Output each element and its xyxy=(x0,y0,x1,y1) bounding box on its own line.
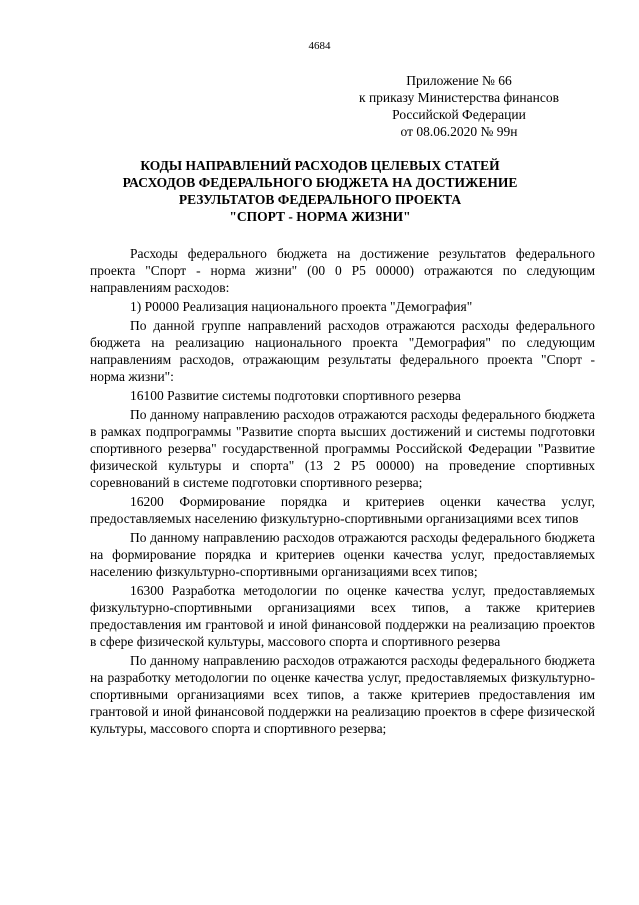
paragraph-16100-description: По данному направлению расходов отражаются расходы федерального бюджета в рамках подпрограммы "Развитие спорта высших достижений и системы подготовки спортивного резерва" государственной программы Российской Федерации "Развитие физической культуры и спорта" (13 2 P5 00000) на проведение спортивных соревнований в системе подготовки спортивного резерва; xyxy=(90,407,595,490)
paragraph-16300-description: По данному направлению расходов отражаются расходы федерального бюджета на разработку методологии по оценке качества услуг, предоставляемых физкультурно-спортивными организациями всех типов, а также критериев предоставления им грантовой и иной финансовой поддержки на реализацию проектов в сфере физической культуры, массового спорта и спортивного резерва; xyxy=(90,653,595,736)
appendix-line: Российской Федерации xyxy=(392,107,526,122)
page-number: 4684 xyxy=(308,40,331,52)
appendix-line: от 08.06.2020 № 99н xyxy=(400,124,518,139)
paragraph-intro: Расходы федерального бюджета на достижение результатов федерального проекта "Спорт - норма жизни" (00 0 P5 00000) отражаются по следующим направлениям расходов: xyxy=(90,246,595,295)
paragraph-16300-heading: 16300 Разработка методологии по оценке качества услуг, предоставляемых физкультурно-спортивными организациями всех типов, а также критериев предоставления им грантовой и иной финансовой поддержки на реализацию проектов в сфере физической культуры, массового спорта и спортивного резерва xyxy=(90,583,595,649)
document-body xyxy=(90,245,595,739)
appendix-line: к приказу Министерства финансов xyxy=(359,90,559,105)
appendix-reference xyxy=(330,72,588,140)
paragraph-16200-heading: 16200 Формирование порядка и критериев оценки качества услуг, предоставляемых населению физкультурно-спортивными организациями всех типов xyxy=(90,494,595,526)
paragraph-16100-heading: 16100 Развитие системы подготовки спортивного резерва xyxy=(130,388,461,403)
title-line: РЕЗУЛЬТАТОВ ФЕДЕРАЛЬНОГО ПРОЕКТА xyxy=(178,192,462,207)
title-line: "СПОРТ - НОРМА ЖИЗНИ" xyxy=(229,209,411,224)
document-title xyxy=(95,157,545,225)
paragraph-p0000-description: По данной группе направлений расходов отражаются расходы федерального бюджета на реализацию национального проекта "Демография" по следующим направлениям расходов, отражающим результаты федерального проекта "Спорт - норма жизни": xyxy=(90,318,595,384)
appendix-line: Приложение № 66 xyxy=(406,73,512,88)
paragraph-p0000-heading: 1) P0000 Реализация национального проекта "Демография" xyxy=(130,299,473,314)
paragraph-16200-description: По данному направлению расходов отражаются расходы федерального бюджета на формирование порядка и критериев оценки качества услуг, предоставляемых населению физкультурно-спортивными организациями всех типов; xyxy=(90,530,595,579)
title-line: РАСХОДОВ ФЕДЕРАЛЬНОГО БЮДЖЕТА НА ДОСТИЖЕНИЕ xyxy=(122,175,518,190)
title-line: КОДЫ НАПРАВЛЕНИЙ РАСХОДОВ ЦЕЛЕВЫХ СТАТЕЙ xyxy=(140,158,500,173)
